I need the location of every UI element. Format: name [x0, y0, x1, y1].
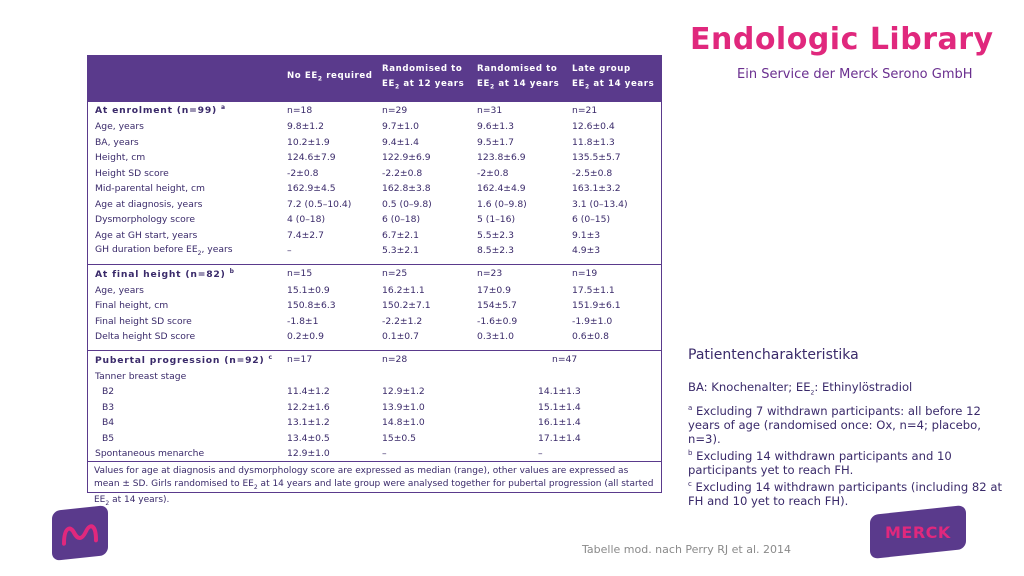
table-row	[88, 283, 661, 299]
row-label: Mid-parental height, cm	[95, 183, 205, 195]
row-value: -2.5±0.8	[572, 167, 613, 179]
row-value: 0.2±0.9	[287, 331, 324, 343]
row-value: -2.2±1.2	[382, 315, 423, 327]
table-row	[88, 181, 661, 197]
row-value: 9.7±1.0	[382, 121, 419, 133]
row-value: 122.9±6.9	[382, 152, 431, 164]
footnote-row	[88, 462, 661, 514]
abbrev-line: BA: Knochenalter; $EE_2$: Ethinylöstradiol	[688, 380, 913, 397]
table-row	[88, 228, 661, 244]
merck-wordmark-logo	[870, 505, 966, 559]
row-label: Age at diagnosis, years	[95, 198, 203, 210]
brand-title: Endologic Library	[690, 22, 994, 57]
table-row	[88, 314, 661, 330]
row-value: -1.9±1.0	[572, 315, 613, 327]
table-row	[88, 298, 661, 314]
side-notes	[688, 380, 1008, 509]
row-value: 7.2 (0.5–10.4)	[287, 198, 352, 210]
table-row	[88, 446, 661, 462]
row-value: -2±0.8	[477, 167, 509, 179]
row-label: Height SD score	[95, 167, 169, 179]
section-label: Pubertal progression (n=92) $^c$	[88, 351, 280, 369]
section-label-sup: c	[268, 353, 273, 361]
merck-wordmark-text: MERCK	[885, 522, 951, 542]
row-value: –	[382, 448, 387, 459]
row-value: 11.4±1.2	[287, 386, 330, 398]
row-value: 17.5±1.1	[572, 284, 615, 296]
table-row	[88, 150, 661, 166]
n-count: n=15	[280, 265, 375, 283]
row-value-combined: 16.1±1.4	[538, 417, 581, 429]
row-value: 135.5±5.7	[572, 152, 621, 164]
row-label: B5	[102, 432, 115, 444]
n-count-combined: n=47	[470, 351, 661, 369]
row-value: 150.8±6.3	[287, 300, 336, 312]
row-value: 7.4±2.7	[287, 229, 324, 241]
row-value: 13.1±1.2	[287, 417, 330, 429]
side-title: Patientencharakteristika	[688, 347, 859, 363]
row-value: 11.8±1.3	[572, 136, 615, 148]
row-value: 15±0.5	[382, 432, 417, 444]
table-row	[88, 415, 661, 431]
row-label: Spontaneous menarche	[95, 448, 205, 459]
row-value-combined: 15.1±1.4	[538, 401, 581, 413]
row-label: Final height SD score	[95, 315, 192, 327]
row-value: 0.6±0.8	[572, 331, 609, 343]
row-value: 162.8±3.8	[382, 183, 431, 195]
row-label: B3	[102, 401, 115, 413]
row-value: 9.8±1.2	[287, 121, 324, 133]
header-rand-14: Randomised to $EE_2$ at 14 years	[470, 56, 565, 101]
row-value: 16.2±1.1	[382, 284, 425, 296]
row-label: Age, years	[95, 121, 144, 133]
header-no-ee2: No $EE_2$ required	[280, 56, 375, 101]
table-footnote: Values for age at diagnosis and dysmorphology score are expressed as median (range), other values are expressed as mean ± SD. Girls randomised to $EE_2$ at 14 years and late group were analysed together for pubertal progression (all started $EE_2$ at 14 years).	[88, 462, 661, 514]
row-label: Age at GH start, years	[95, 229, 198, 241]
row-value: 12.9±1.0	[287, 448, 330, 459]
row-label: GH duration before $EE_2$, years	[95, 244, 233, 258]
row-value: -2.2±0.8	[382, 167, 423, 179]
section-label-sup: a	[221, 104, 226, 112]
row-value: 5.5±2.3	[477, 229, 514, 241]
section-label-sup: b	[229, 267, 235, 275]
note-a: $^a$ Excluding 7 withdrawn participants: all before 12 years of age (randomised once: Ox, n=4; placebo, n=3).	[688, 403, 981, 446]
table-row	[88, 197, 661, 213]
row-value: 4 (0–18)	[287, 214, 326, 226]
row-value: 6 (0–18)	[382, 214, 421, 226]
row-label: Height, cm	[95, 152, 146, 164]
row-label: Tanner breast stage	[95, 370, 187, 382]
section-header-row	[88, 351, 661, 369]
row-value: 162.9±4.5	[287, 183, 336, 195]
row-value: -1.8±1	[287, 315, 319, 327]
n-count: n=25	[375, 265, 470, 283]
row-value: 12.9±1.2	[382, 386, 425, 398]
row-value: 12.6±0.4	[572, 121, 615, 133]
n-count: n=21	[565, 101, 661, 119]
row-value	[280, 369, 661, 385]
row-value: 14.8±1.0	[382, 417, 425, 429]
table-row	[88, 400, 661, 416]
table-row	[88, 369, 661, 385]
row-label: Age, years	[95, 284, 144, 296]
row-label: BA, years	[95, 136, 139, 148]
row-value: -2±0.8	[287, 167, 319, 179]
row-value: 9.5±1.7	[477, 136, 514, 148]
row-value: 6 (0–15)	[572, 214, 611, 226]
row-value: 5.3±2.1	[382, 245, 419, 257]
n-count: n=17	[280, 351, 375, 369]
n-count: n=23	[470, 265, 565, 283]
row-value: 154±5.7	[477, 300, 517, 312]
n-count: n=31	[470, 101, 565, 119]
section-label: At final height (n=82) $^b$	[88, 265, 280, 283]
row-value: 10.2±1.9	[287, 136, 330, 148]
table-row	[88, 212, 661, 228]
row-value: 0.5 (0–9.8)	[382, 198, 432, 210]
row-value: 9.6±1.3	[477, 121, 514, 133]
n-count: n=19	[565, 265, 661, 283]
n-count: n=28	[375, 351, 470, 369]
header-rand-12: Randomised to $EE_2$ at 12 years	[375, 56, 470, 101]
m-logo-icon	[60, 516, 100, 550]
merck-m-logo	[52, 505, 108, 561]
header-blank	[88, 56, 280, 101]
n-count: n=18	[280, 101, 375, 119]
row-value: 15.1±0.9	[287, 284, 330, 296]
patient-table	[87, 55, 662, 507]
row-value: 151.9±6.1	[572, 300, 621, 312]
row-value: 4.9±3	[572, 245, 601, 257]
note-b: $^b$ Excluding 14 withdrawn participants and 10 participants yet to reach FH.	[688, 448, 952, 478]
note-c: $^c$ Excluding 14 withdrawn participants (including 82 at FH and 10 yet to reach FH).	[688, 480, 1002, 509]
table-header-row	[88, 56, 661, 101]
row-value-combined: –	[538, 448, 543, 459]
row-label: B4	[102, 417, 115, 429]
row-value: 8.5±2.3	[477, 245, 514, 257]
table-row	[88, 384, 661, 400]
table-row	[88, 135, 661, 151]
row-label: Dysmorphology score	[95, 214, 195, 226]
n-count: n=29	[375, 101, 470, 119]
table-row	[88, 329, 661, 345]
source-citation: Tabelle mod. nach Perry RJ et al. 2014	[582, 543, 792, 556]
row-value: 9.4±1.4	[382, 136, 419, 148]
header-late: Late group $EE_2$ at 14 years	[565, 56, 661, 101]
table-row	[88, 166, 661, 182]
row-value: 13.9±1.0	[382, 401, 425, 413]
row-value: 12.2±1.6	[287, 401, 330, 413]
row-value: 123.8±6.9	[477, 152, 526, 164]
section-header-row	[88, 101, 661, 119]
brand-subtitle: Ein Service der Merck Serono GmbH	[737, 67, 973, 82]
table-row	[88, 431, 661, 447]
table-row	[88, 243, 661, 259]
section-label: At enrolment (n=99) $^a$	[88, 101, 280, 119]
row-value: 0.3±1.0	[477, 331, 514, 343]
row-value: 124.6±7.9	[287, 152, 336, 164]
row-value: 150.2±7.1	[382, 300, 431, 312]
row-label: B2	[102, 386, 115, 398]
row-value: 1.6 (0–9.8)	[477, 198, 527, 210]
section-header-row	[88, 265, 661, 283]
row-value: 3.1 (0–13.4)	[572, 198, 628, 210]
row-value: 9.1±3	[572, 229, 601, 241]
row-value: 17±0.9	[477, 284, 512, 296]
row-value: –	[287, 245, 292, 257]
row-label: Final height, cm	[95, 300, 169, 312]
row-value: 6.7±2.1	[382, 229, 419, 241]
row-value-combined: 14.1±1.3	[538, 386, 581, 398]
table-row	[88, 119, 661, 135]
row-value: 162.4±4.9	[477, 183, 526, 195]
row-value: 163.1±3.2	[572, 183, 621, 195]
row-value-combined: 17.1±1.4	[538, 432, 581, 444]
row-value: 13.4±0.5	[287, 432, 330, 444]
row-label: Delta height SD score	[95, 331, 196, 343]
row-value: 0.1±0.7	[382, 331, 419, 343]
row-value: -1.6±0.9	[477, 315, 518, 327]
row-value: 5 (1–16)	[477, 214, 516, 226]
